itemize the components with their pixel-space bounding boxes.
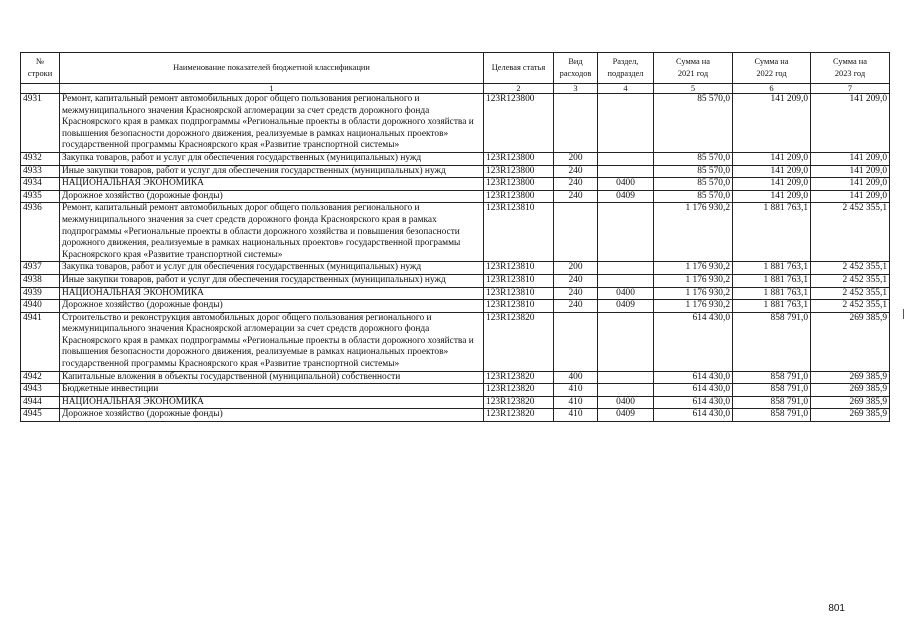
- section-cell: 0400: [598, 287, 654, 300]
- section-cell: 0400: [598, 396, 654, 409]
- sum-2023-cell: 141 209,0: [811, 190, 890, 203]
- row-number-cell: 4945: [21, 409, 60, 422]
- indicator-name-cell: НАЦИОНАЛЬНАЯ ЭКОНОМИКА: [60, 178, 484, 191]
- sum-2021-cell: 85 570,0: [654, 165, 733, 178]
- sum-2022-cell: 141 209,0: [733, 165, 811, 178]
- sum-2021-cell: 614 430,0: [654, 409, 733, 422]
- row-number-cell: 4937: [21, 262, 60, 275]
- indicator-name-cell: Ремонт, капитальный ремонт автомобильных дорог общего пользования регионального и межмуниципального значения Красноярской агломерации за счет средств дорожного фонда Красноярского края в рамках подпрограммы «Региональные проекты в области дорожного хозяйства и повышения безопасности дорожного движения, реализуемые в рамках национальных проектов» государственной программы Красноярского края «Развитие транспортной системы»: [60, 94, 484, 153]
- sum-2023-cell: 269 385,9: [811, 384, 890, 397]
- row-number-cell: 4939: [21, 287, 60, 300]
- indicator-name-cell: Бюджетные инвестиции: [60, 384, 484, 397]
- sum-2022-cell: 141 209,0: [733, 94, 811, 153]
- section-cell: [598, 312, 654, 371]
- expense-type-cell: 410: [554, 396, 598, 409]
- row-number-cell: 4941: [21, 312, 60, 371]
- column-number-empty: [21, 84, 60, 94]
- sum-2022-cell: 1 881 763,1: [733, 300, 811, 313]
- sum-2023-cell: 141 209,0: [811, 94, 890, 153]
- header-expense-type: Вид расходов: [554, 53, 598, 84]
- expense-type-cell: 240: [554, 165, 598, 178]
- indicator-name-cell: Закупка товаров, работ и услуг для обеспечения государственных (муниципальных) нужд: [60, 152, 484, 165]
- expense-type-cell: 200: [554, 262, 598, 275]
- row-number-cell: 4933: [21, 165, 60, 178]
- column-number: 6: [733, 84, 811, 94]
- target-article-cell: 123R123800: [484, 190, 554, 203]
- expense-type-cell: 200: [554, 152, 598, 165]
- table-row: [21, 312, 890, 371]
- sum-2022-cell: 1 881 763,1: [733, 274, 811, 287]
- sum-2021-cell: 85 570,0: [654, 190, 733, 203]
- section-cell: [598, 94, 654, 153]
- indicator-name-cell: Ремонт, капитальный ремонт автомобильных дорог общего пользования регионального и межмуниципального значения за счет средств дорожного фонда Красноярского края в рамках подпрограммы «Региональные проекты в области дорожного хозяйства и повышения безопасности дорожного движения, реализуемые в рамках национальных проектов» государственной программы Красноярского края «Развитие транспортной системы»: [60, 203, 484, 262]
- target-article-cell: 123R123810: [484, 262, 554, 275]
- indicator-name-cell: Строительство и реконструкция автомобильных дорог общего пользования регионального и межмуниципального значения Красноярской агломерации за счет средств дорожного фонда Красноярского края в рамках подпрограммы «Региональные проекты в области дорожного хозяйства и повышения безопасности дорожного движения, реализуемые в рамках национальных проектов» государственной программы Красноярского края «Развитие транспортной системы»: [60, 312, 484, 371]
- sum-2023-cell: 269 385,9: [811, 312, 890, 371]
- table-row: [21, 262, 890, 275]
- sum-2021-cell: 85 570,0: [654, 178, 733, 191]
- header-target: Целевая статья: [484, 53, 554, 84]
- table-body: [21, 84, 890, 422]
- indicator-name-cell: Капитальные вложения в объекты государственной (муниципальной) собственности: [60, 371, 484, 384]
- section-cell: [598, 371, 654, 384]
- row-number-cell: 4935: [21, 190, 60, 203]
- indicator-name-cell: Дорожное хозяйство (дорожные фонды): [60, 300, 484, 313]
- table-row: [21, 165, 890, 178]
- section-cell: 0409: [598, 300, 654, 313]
- target-article-cell: 123R123800: [484, 152, 554, 165]
- sum-2023-cell: 269 385,9: [811, 371, 890, 384]
- expense-type-cell: [554, 94, 598, 153]
- table-row: [21, 396, 890, 409]
- sum-2022-cell: 858 791,0: [733, 384, 811, 397]
- indicator-name-cell: Дорожное хозяйство (дорожные фонды): [60, 190, 484, 203]
- header-sum-2023: Сумма на 2023 год: [811, 53, 890, 84]
- sum-2023-cell: 269 385,9: [811, 396, 890, 409]
- table-row: [21, 409, 890, 422]
- column-number: 1: [60, 84, 484, 94]
- sum-2021-cell: 1 176 930,2: [654, 203, 733, 262]
- expense-type-cell: 240: [554, 300, 598, 313]
- expense-type-cell: 240: [554, 178, 598, 191]
- row-number-cell: 4934: [21, 178, 60, 191]
- table-row: [21, 384, 890, 397]
- expense-type-cell: [554, 203, 598, 262]
- sum-2021-cell: 614 430,0: [654, 396, 733, 409]
- table-row: [21, 203, 890, 262]
- expense-type-cell: 410: [554, 384, 598, 397]
- sum-2023-cell: 2 452 355,1: [811, 203, 890, 262]
- section-cell: [598, 262, 654, 275]
- row-number-cell: 4942: [21, 371, 60, 384]
- sum-2021-cell: 85 570,0: [654, 152, 733, 165]
- column-number-row: [21, 84, 890, 94]
- target-article-cell: 123R123800: [484, 94, 554, 153]
- expense-type-cell: 410: [554, 409, 598, 422]
- indicator-name-cell: Дорожное хозяйство (дорожные фонды): [60, 409, 484, 422]
- section-cell: [598, 384, 654, 397]
- row-number-cell: 4943: [21, 384, 60, 397]
- table-header-row: [21, 53, 890, 84]
- row-number-cell: 4932: [21, 152, 60, 165]
- section-cell: 0409: [598, 409, 654, 422]
- sum-2021-cell: 1 176 930,2: [654, 274, 733, 287]
- column-number: 7: [811, 84, 890, 94]
- sum-2023-cell: 141 209,0: [811, 165, 890, 178]
- indicator-name-cell: НАЦИОНАЛЬНАЯ ЭКОНОМИКА: [60, 396, 484, 409]
- target-article-cell: 123R123810: [484, 287, 554, 300]
- sum-2022-cell: 858 791,0: [733, 409, 811, 422]
- indicator-name-cell: Иные закупки товаров, работ и услуг для обеспечения государственных (муниципальных) нужд: [60, 274, 484, 287]
- indicator-name-cell: НАЦИОНАЛЬНАЯ ЭКОНОМИКА: [60, 287, 484, 300]
- scroll-indicator: [903, 309, 904, 319]
- column-number: 3: [554, 84, 598, 94]
- sum-2022-cell: 1 881 763,1: [733, 262, 811, 275]
- table-row: [21, 287, 890, 300]
- sum-2021-cell: 614 430,0: [654, 371, 733, 384]
- sum-2023-cell: 2 452 355,1: [811, 262, 890, 275]
- sum-2022-cell: 141 209,0: [733, 190, 811, 203]
- table-row: [21, 94, 890, 153]
- header-name: Наименование показателей бюджетной классификации: [60, 53, 484, 84]
- table-row: [21, 300, 890, 313]
- expense-type-cell: [554, 312, 598, 371]
- sum-2021-cell: 614 430,0: [654, 384, 733, 397]
- sum-2022-cell: 141 209,0: [733, 178, 811, 191]
- sum-2023-cell: 2 452 355,1: [811, 287, 890, 300]
- header-sum-2021: Сумма на 2021 год: [654, 53, 733, 84]
- target-article-cell: 123R123810: [484, 300, 554, 313]
- sum-2022-cell: 1 881 763,1: [733, 287, 811, 300]
- sum-2021-cell: 85 570,0: [654, 94, 733, 153]
- table-row: [21, 371, 890, 384]
- row-number-cell: 4936: [21, 203, 60, 262]
- expense-type-cell: 240: [554, 190, 598, 203]
- sum-2023-cell: 141 209,0: [811, 152, 890, 165]
- table-row: [21, 178, 890, 191]
- sum-2022-cell: 858 791,0: [733, 312, 811, 371]
- sum-2021-cell: 1 176 930,2: [654, 300, 733, 313]
- target-article-cell: 123R123810: [484, 274, 554, 287]
- target-article-cell: 123R123820: [484, 312, 554, 371]
- target-article-cell: 123R123800: [484, 178, 554, 191]
- budget-table: [20, 52, 890, 422]
- section-cell: [598, 165, 654, 178]
- column-number: 4: [598, 84, 654, 94]
- indicator-name-cell: Иные закупки товаров, работ и услуг для обеспечения государственных (муниципальных) нужд: [60, 165, 484, 178]
- column-number: 2: [484, 84, 554, 94]
- sum-2021-cell: 1 176 930,2: [654, 287, 733, 300]
- sum-2023-cell: 269 385,9: [811, 409, 890, 422]
- sum-2022-cell: 141 209,0: [733, 152, 811, 165]
- expense-type-cell: 240: [554, 274, 598, 287]
- row-number-cell: 4931: [21, 94, 60, 153]
- section-cell: 0409: [598, 190, 654, 203]
- target-article-cell: 123R123810: [484, 203, 554, 262]
- indicator-name-cell: Закупка товаров, работ и услуг для обеспечения государственных (муниципальных) нужд: [60, 262, 484, 275]
- page-number: 801: [828, 603, 845, 614]
- section-cell: [598, 152, 654, 165]
- expense-type-cell: 400: [554, 371, 598, 384]
- expense-type-cell: 240: [554, 287, 598, 300]
- column-number: 5: [654, 84, 733, 94]
- row-number-cell: 4944: [21, 396, 60, 409]
- table-row: [21, 190, 890, 203]
- target-article-cell: 123R123820: [484, 396, 554, 409]
- sum-2022-cell: 858 791,0: [733, 371, 811, 384]
- sum-2023-cell: 2 452 355,1: [811, 300, 890, 313]
- table-row: [21, 152, 890, 165]
- sum-2021-cell: 1 176 930,2: [654, 262, 733, 275]
- header-section: Раздел, подраздел: [598, 53, 654, 84]
- target-article-cell: 123R123800: [484, 165, 554, 178]
- section-cell: [598, 274, 654, 287]
- row-number-cell: 4938: [21, 274, 60, 287]
- section-cell: 0400: [598, 178, 654, 191]
- sum-2022-cell: 1 881 763,1: [733, 203, 811, 262]
- row-number-cell: 4940: [21, 300, 60, 313]
- target-article-cell: 123R123820: [484, 371, 554, 384]
- target-article-cell: 123R123820: [484, 409, 554, 422]
- header-sum-2022: Сумма на 2022 год: [733, 53, 811, 84]
- target-article-cell: 123R123820: [484, 384, 554, 397]
- table-row: [21, 274, 890, 287]
- sum-2023-cell: 2 452 355,1: [811, 274, 890, 287]
- sum-2021-cell: 614 430,0: [654, 312, 733, 371]
- section-cell: [598, 203, 654, 262]
- sum-2023-cell: 141 209,0: [811, 178, 890, 191]
- sum-2022-cell: 858 791,0: [733, 396, 811, 409]
- header-row-no: № строки: [21, 53, 60, 84]
